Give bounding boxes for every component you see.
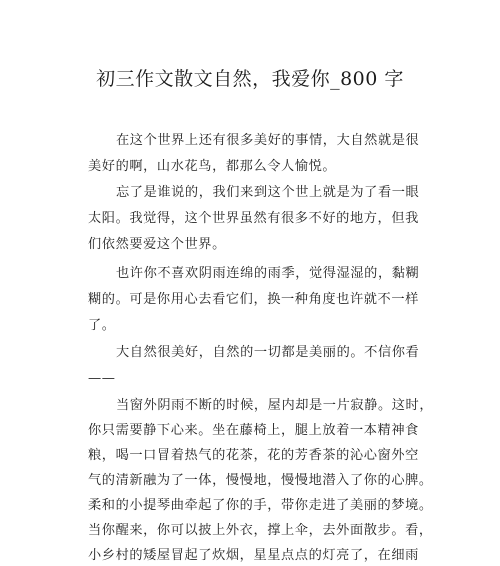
body-line: 美好的啊，山水花鸟，都那么令人愉悦。 — [88, 159, 337, 174]
document-title: 初三作文散文自然，我爱你_800 字 — [96, 68, 404, 90]
body-line: 当你醒来，你可以披上外衣，撑上伞，去外面散步。看， — [88, 523, 433, 538]
body-line: 粮，喝一口冒着热气的花茶，花的芳香茶的沁心窗外空 — [88, 448, 419, 463]
body-line: 也许你不喜欢阴雨连绵的雨季，觉得湿湿的，黏糊 — [116, 266, 420, 281]
body-line: 当窗外阴雨不断的时候，屋内却是一片寂静。这时， — [116, 398, 434, 413]
body-line: 们依然要爱这个世界。 — [88, 237, 226, 252]
body-line: 你只需要静下心来。坐在藤椅上，腿上放着一本精神食 — [88, 423, 419, 438]
body-line: 忘了是谁说的，我们来到这个世上就是为了看一眼 — [116, 185, 420, 200]
body-line: 气的清新融为了一体，慢慢地，慢慢地潜入了你的心脾。 — [88, 473, 433, 488]
body-line: 大自然很美好，自然的一切都是美丽的。不信你看 — [116, 345, 420, 360]
body-line: 小乡村的矮屋冒起了炊烟，星星点点的灯亮了，在细雨 — [88, 548, 419, 563]
body-line: 太阳。我觉得，这个世界虽然有很多不好的地方，但我 — [88, 211, 419, 226]
body-line: 在这个世界上还有很多美好的事情，大自然就是很 — [116, 133, 420, 148]
body-line: 了。 — [88, 318, 116, 333]
body-line: 柔和的小提琴曲牵起了你的手，带你走进了美丽的梦境。 — [88, 498, 433, 513]
body-line: 糊的。可是你用心去看它们，换一种角度也许就不一样 — [88, 292, 419, 307]
body-line: —— — [88, 371, 116, 386]
